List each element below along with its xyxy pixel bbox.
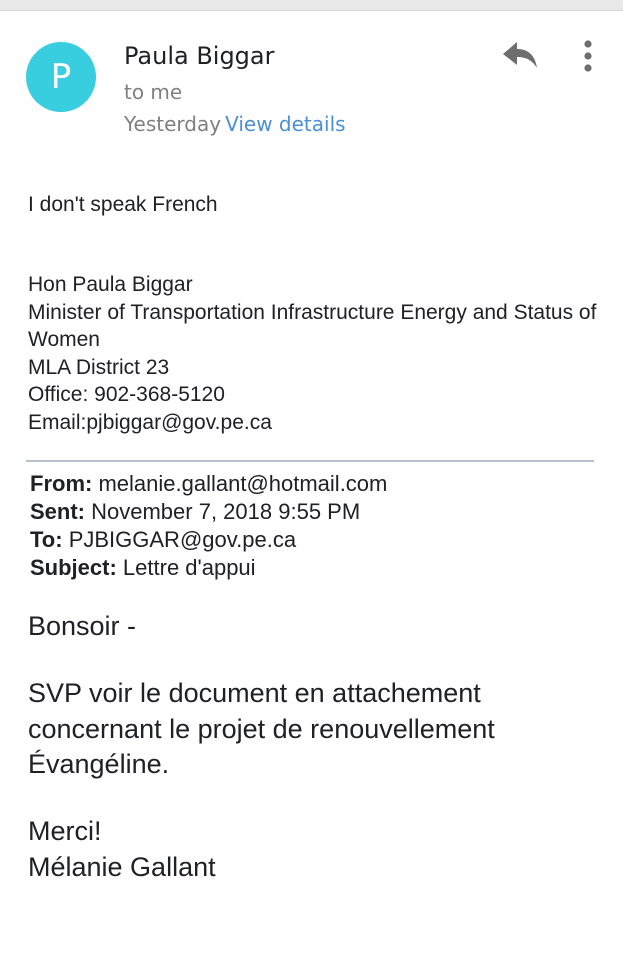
to-value: PJBIGGAR@gov.pe.ca (68, 527, 297, 552)
signature-name: Hon Paula Biggar (28, 273, 193, 296)
message-date: Yesterday (124, 112, 222, 136)
signature-title: Minister of Transportation Infrastructure Energy and Status of Women (28, 300, 597, 351)
status-bar-edge (0, 0, 623, 11)
reply-text: I don't speak French (28, 193, 218, 216)
closing-signoff: Mélanie Gallant (28, 851, 216, 882)
message-greeting: Bonsoir - (28, 611, 137, 641)
recipient-summary: to me (124, 80, 183, 104)
forwarded-header (30, 470, 387, 582)
closing-thanks: Merci! (28, 816, 102, 846)
sender-name: Paula Biggar (124, 42, 275, 70)
sent-row (30, 498, 387, 526)
to-row (30, 526, 387, 554)
signature-block (28, 271, 598, 436)
signature-email: Email:pjbiggar@gov.pe.ca (28, 410, 272, 434)
subject-label: Subject: (30, 555, 117, 580)
date-line (124, 112, 346, 136)
sender-avatar[interactable]: P (26, 42, 96, 112)
reply-icon[interactable] (500, 40, 540, 74)
from-value: melanie.gallant@hotmail.com (98, 471, 388, 496)
sent-value: November 7, 2018 9:55 PM (91, 499, 361, 524)
signature-district: MLA District 23 (28, 355, 170, 379)
view-details-link[interactable]: View details (225, 112, 346, 136)
more-vertical-icon[interactable] (576, 38, 600, 74)
subject-row (30, 554, 387, 582)
from-label: From: (30, 471, 93, 496)
subject-value: Lettre d'appui (122, 555, 256, 580)
to-label: To: (30, 527, 63, 552)
message-closing (28, 814, 216, 885)
signature-office: Office: 902-368-5120 (28, 383, 225, 406)
from-row (30, 470, 387, 498)
message-paragraph: SVP voir le document en attachement concernant le projet de renouvellement Évangéline. (28, 678, 495, 779)
sent-label: Sent: (30, 499, 85, 524)
quote-divider (26, 460, 594, 462)
